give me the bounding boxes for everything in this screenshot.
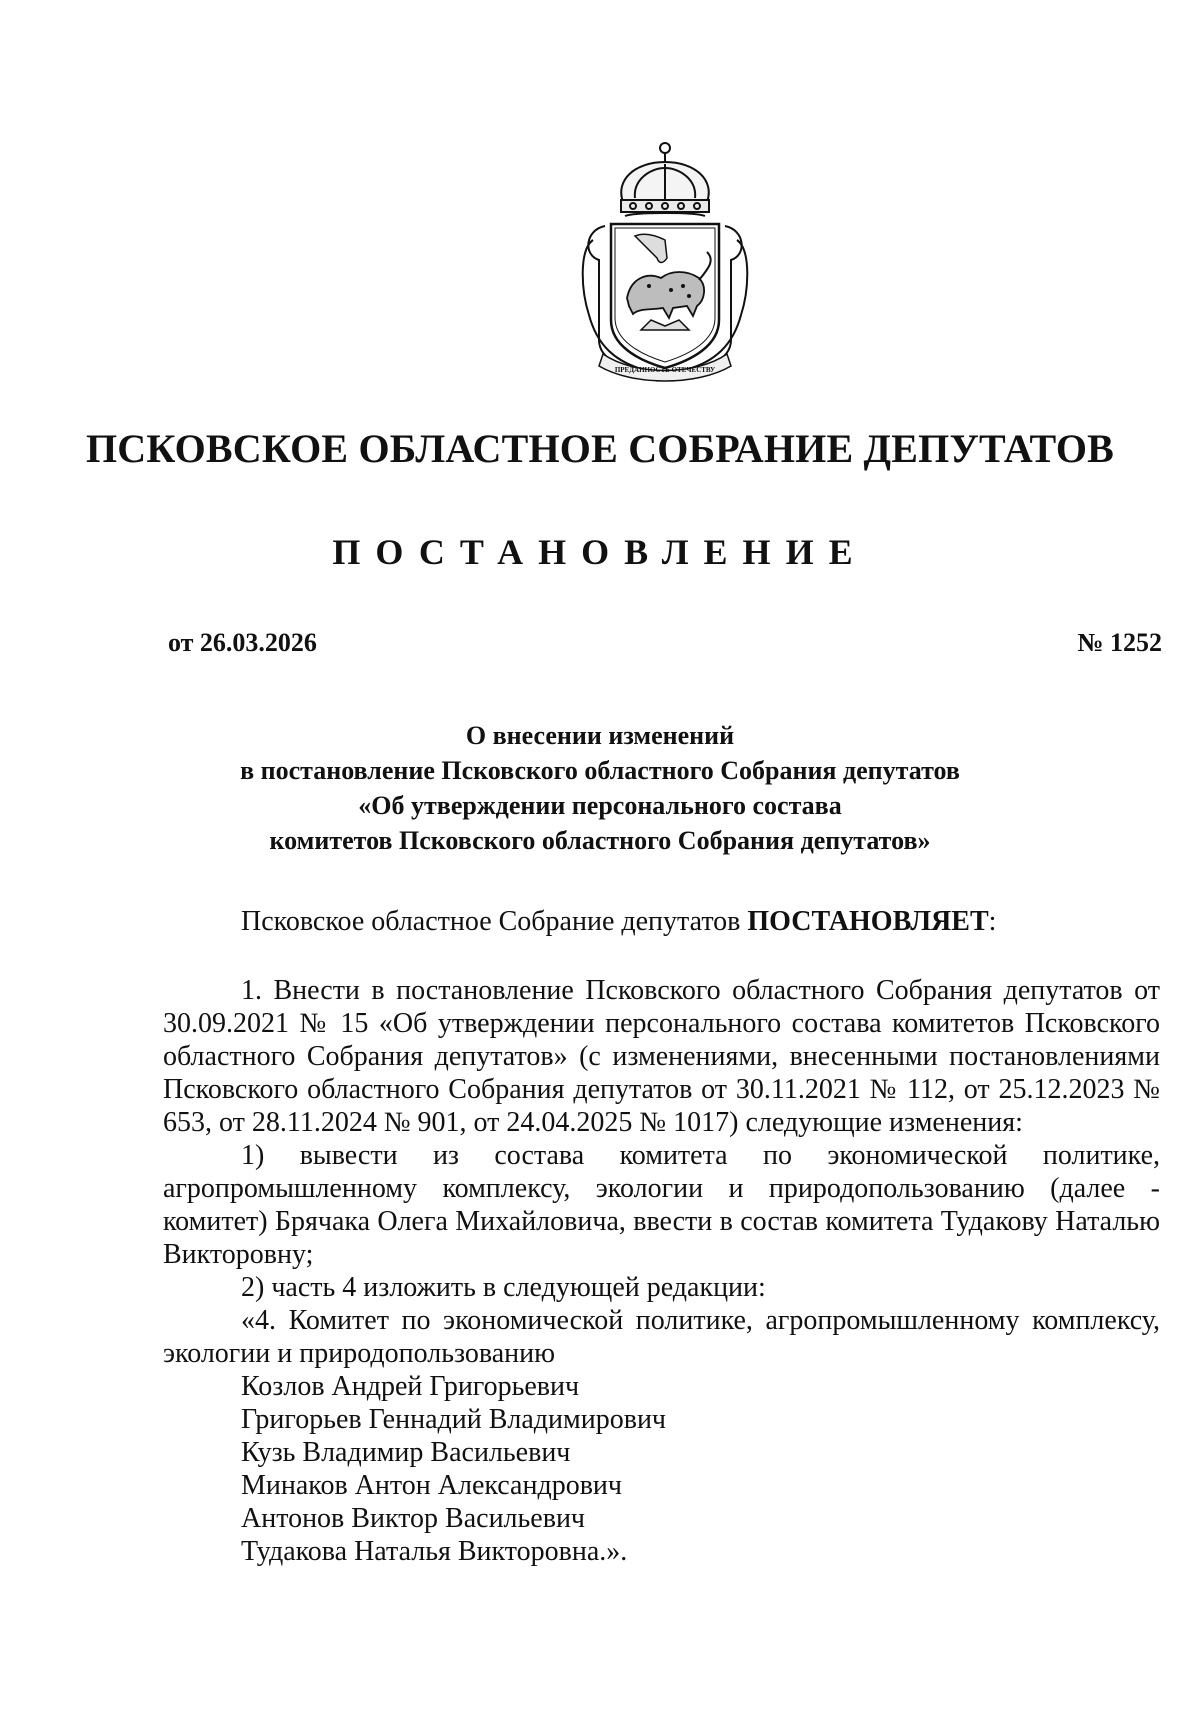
- organization-title: ПСКОВСКОЕ ОБЛАСТНОЕ СОБРАНИЕ ДЕПУТАТОВ: [85, 426, 1115, 471]
- committee-member: Григорьев Геннадий Владимирович: [241, 1404, 667, 1435]
- preamble: [163, 905, 1160, 938]
- emblem-motto: ПРЕДАННОСТЬ ОТЕЧЕСТВУ: [614, 366, 716, 374]
- preamble-text: Псковское областное Собрание депутатов: [241, 906, 748, 937]
- document-number: № 1252: [1077, 628, 1162, 657]
- document-date: от 26.03.2026: [168, 628, 317, 657]
- coat-of-arms-icon: [575, 140, 755, 385]
- subject-line: комитетов Псковского областного Собрания депутатов»: [269, 826, 931, 855]
- committee-member: Козлов Андрей Григорьевич: [241, 1371, 580, 1402]
- committee-member: Тудакова Наталья Викторовна.».: [241, 1536, 628, 1567]
- committee-member: Антонов Виктор Васильевич: [241, 1503, 586, 1534]
- committee-member: Минаков Антон Александрович: [241, 1470, 622, 1501]
- committee-heading: «4. Комитет по экономической политике, агропромышленному комплексу, экологии и природопользованию: [163, 1305, 1160, 1369]
- subitem-1: 1) вывести из состава комитета по экономической политике, агропромышленному комплексу, экологии и природопользованию (далее - комитет) Брячака Олега Михайловича, ввести в состав комитета Тудакову Наталью Викторовну;: [163, 1140, 1160, 1270]
- document-subject: [0, 718, 1200, 858]
- subject-line: О внесении изменений: [465, 721, 735, 750]
- crown-icon: [621, 143, 709, 216]
- shield-icon: [611, 224, 719, 368]
- subject-line: «Об утверждении персонального состава: [358, 791, 842, 820]
- item-1: 1. Внести в постановление Псковского областного Собрания депутатов от 30.09.2021 № 15 «Об утверждении персонального состава комитетов Псковского областного Собрания депутатов» (с изменениями, внесенными постановлениями Псковского областного Собрания депутатов от 30.11.2021 № 112, от 25.12.2023 № 653, от 28.11.2024 № 901, от 24.04.2025 № 1017) следующие изменения:: [163, 975, 1160, 1138]
- document-type: ПОСТАНОВЛЕНИЕ: [332, 532, 868, 572]
- preamble-colon: :: [988, 906, 997, 937]
- committee-member: Кузь Владимир Васильевич: [241, 1437, 571, 1468]
- subitem-2: 2) часть 4 изложить в следующей редакции:: [241, 1272, 766, 1303]
- document-body: [163, 905, 1160, 1568]
- preamble-decree: ПОСТАНОВЛЯЕТ: [747, 906, 989, 937]
- subject-line: в постановление Псковского областного Собрания депутатов: [240, 756, 960, 785]
